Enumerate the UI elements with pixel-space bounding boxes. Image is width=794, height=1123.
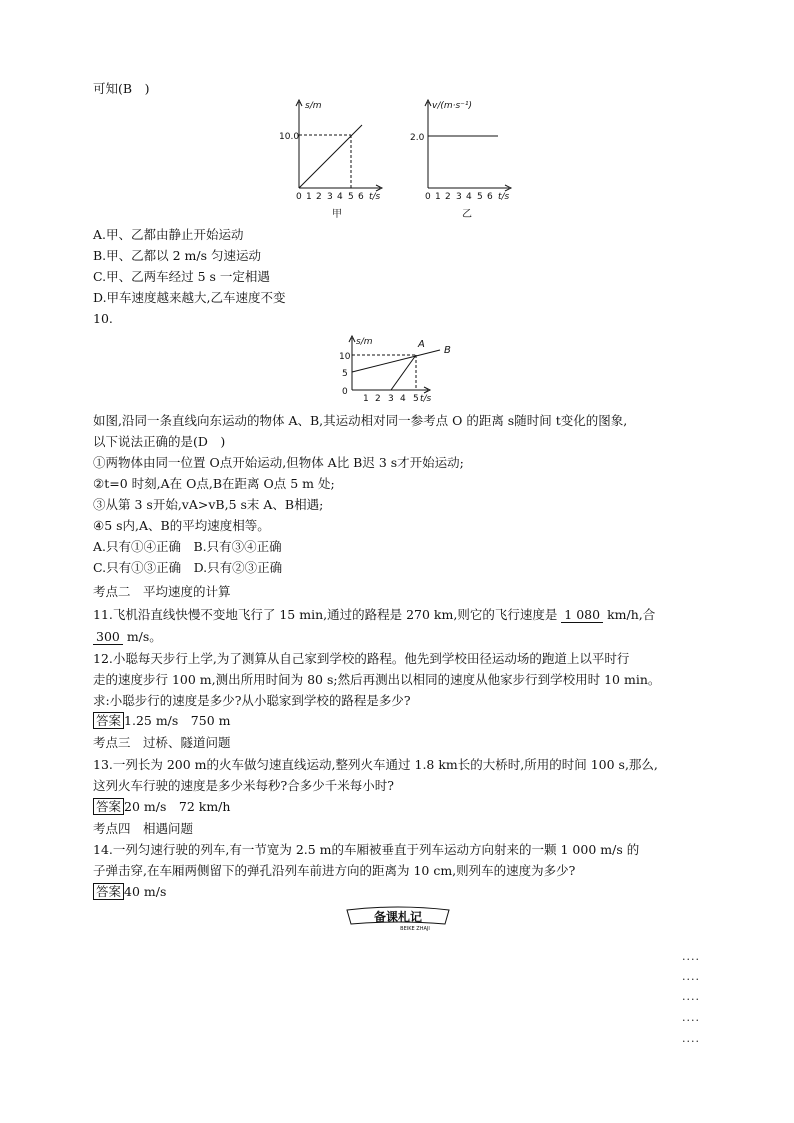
yi-xtick-3: 3 [456,192,462,202]
q14-line-2: 子弹击穿,在车厢两侧留下的弹孔沿列车前进方向的距离为 10 cm,则列车的速度为多少? [93,863,576,878]
yi-xtick-1: 1 [435,192,441,202]
yi-ytick: 2.0 [410,133,425,143]
q10-statement-1: ①两物体由同一位置 O点开始运动,但物体 A比 B迟 3 s才开始运动; [93,455,464,470]
note-dots-2: .... [682,970,700,983]
q10-statement-3: ③从第 3 s开始,vA>vB,5 s末 A、B相遇; [93,497,324,512]
jia-xtick-3: 3 [327,192,333,202]
q9-option-d: D.甲车速度越来越大,乙车速度不变 [93,290,286,305]
yi-xlabel: t/s [498,192,510,202]
yi-xtick-4: 4 [466,192,472,202]
q10-ytick-0: 0 [342,387,348,397]
notes-header-subtitle: BEIKE ZHAJI [400,926,430,932]
q10-xlabel: t/s [420,394,432,404]
q13-line-2: 这列火车行驶的速度是多少米每秒?合多少千米每小时? [93,778,394,793]
jia-xlabel: t/s [369,192,381,202]
graph-yi [408,96,524,222]
notes-header [343,906,453,932]
note-dots-1: .... [682,950,700,963]
jia-xtick-4: 4 [337,192,343,202]
q13-answer-label: 答案 [93,798,124,815]
yi-xticks [425,192,493,202]
jia-xticks [296,192,364,202]
q11-line-2 [93,628,162,646]
jia-ylabel: s/m [305,101,322,111]
q13-answer-row [93,798,230,816]
note-dots-3: .... [682,990,700,1003]
q13-line-1: 13.一列长为 200 m的火车做匀速直线运动,整列火车通过 1.8 km长的大桥时,所用的时间 100 s,那么, [93,757,658,772]
q10-xtick-2: 2 [375,394,381,404]
jia-line [299,125,362,188]
q11-post: m/s。 [122,629,162,644]
note-dots-5: .... [682,1032,700,1045]
kp2-heading: 考点二 平均速度的计算 [93,584,231,599]
notes-header-title: 备课札记 [373,910,423,924]
q9-option-c: C.甲、乙两车经过 5 s 一定相遇 [93,269,270,284]
line-a [391,355,416,390]
q12-answer-label: 答案 [93,712,124,729]
q11-pre: 11.飞机沿直线快慢不变地飞行了 15 min,通过的路程是 270 km,则它的飞行速度是 [93,607,562,622]
yi-xtick-0: 0 [425,192,431,202]
note-dots-4: .... [682,1011,700,1024]
q10-ytick-10: 10 [339,352,351,362]
q12-line-1: 12.小聪每天步行上学,为了测算从自己家到学校的路程。他先到学校田径运动场的跑道上以平时行 [93,651,630,666]
q10-label-b: B [444,345,451,356]
q10-statement-4: ④5 s内,A、B的平均速度相等。 [93,518,270,533]
q14-line-1: 14.一列匀速行驶的列车,有一节宽为 2.5 m的车厢被垂直于列车运动方向射来的一颗 1 000 m/s 的 [93,842,640,857]
q10-xtick-1: 1 [363,394,369,404]
q10-xtick-5: 5 [413,394,419,404]
q14-answer-label: 答案 [93,883,124,900]
notes-header-banner [343,906,453,932]
q12-answer-row [93,712,231,730]
jia-ytick: 10.0 [279,132,300,142]
kp4-heading: 考点四 相遇问题 [93,821,194,836]
q10-ylabel: s/m [356,337,373,347]
q14-answer: 40 m/s [124,884,167,899]
yi-xtick-5: 5 [477,192,483,202]
jia-xtick-1: 1 [306,192,312,202]
q10-options-1: A.只有①④正确 B.只有③④正确 [93,539,282,554]
q11-line-1 [93,606,655,624]
jia-caption: 甲 [332,209,342,220]
q13-answer: 20 m/s 72 km/h [124,799,231,814]
jia-xtick-5: 5 [348,192,354,202]
q10-xtick-3: 3 [388,394,394,404]
q10-ytick-5: 5 [342,369,348,379]
q9-option-a: A.甲、乙都由静止开始运动 [93,227,244,242]
kp3-heading: 考点三 过桥、隧道问题 [93,735,231,750]
jia-xtick-6: 6 [358,192,364,202]
q10-statement-2: ②t=0 时刻,A在 O点,B在距离 O点 5 m 处; [93,476,335,491]
q12-answer: 1.25 m/s 750 m [124,713,231,728]
jia-xtick-2: 2 [316,192,322,202]
jia-xtick-0: 0 [296,192,302,202]
q10-xtick-4: 4 [400,394,406,404]
q10-number: 10. [93,311,113,326]
q10-stem-1: 如图,沿同一条直线向东运动的物体 A、B,其运动相对同一参考点 O 的距离 s随时间 t变化的图象, [93,413,628,428]
q10-label-a: A [418,339,425,350]
graph-jia [279,96,395,222]
q9-stem: 可知(B ) [93,81,150,96]
q12-line-2: 走的速度步行 100 m,测出所用时间为 80 s;然后再测出以相同的速度从他家步行到学校用时 10 min。 [93,672,661,687]
q12-line-3: 求:小聪步行的速度是多少?从小聪家到学校的路程是多少? [93,693,411,708]
q10-options-2: C.只有①③正确 D.只有②③正确 [93,560,283,575]
q11-mid: km/h,合 [603,607,656,622]
q11-answer-2: 300 [93,629,123,645]
q14-answer-row [93,883,166,901]
graph-q10 [336,332,466,404]
yi-ylabel: v/(m·s⁻¹) [432,101,473,111]
q10-stem-2: 以下说法正确的是(D ) [93,434,226,449]
yi-caption: 乙 [462,209,472,220]
yi-xtick-2: 2 [445,192,451,202]
q11-answer-1: 1 080 [561,607,603,623]
yi-xtick-6: 6 [487,192,493,202]
line-b [352,350,440,372]
q10-xticks [363,394,419,404]
q9-option-b: B.甲、乙都以 2 m/s 匀速运动 [93,248,262,263]
